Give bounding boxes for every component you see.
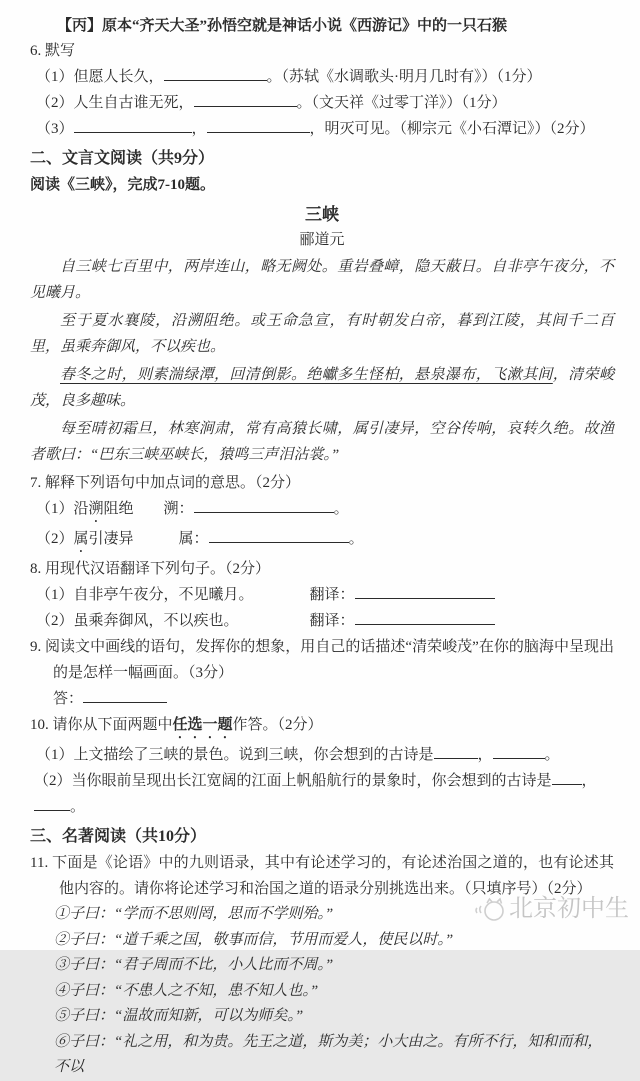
q11-quote-2: ②子曰：“道千乘之国，敬事而信，节用而爱人，使民以时。” <box>54 931 454 948</box>
q11-quote-1: ①子曰：“学而不思则罔，思而不学则殆。” <box>54 906 334 922</box>
q7-item-1-phrase-post: 阻绝 <box>103 501 134 517</box>
section-3-title: 三、名著阅读（共10分） <box>30 828 207 845</box>
q7-item-2-period: 。 <box>348 531 364 547</box>
q6-item-3 <box>30 116 614 142</box>
answer-blank <box>34 796 70 811</box>
section-2-title: 二、文言文阅读（共9分） <box>30 150 215 167</box>
q10-stem-post: 作答。（2分） <box>232 717 323 733</box>
q6-item-3-post: ，明灭可见。（柳宗元《小石潭记》）（2分） <box>309 121 595 137</box>
q8-item-2-sentence: （2）虽乘奔御风，不以疾也。 <box>36 613 239 629</box>
q7-stem: 7. 解释下列语句中加点词的意思。（2分） <box>30 475 301 491</box>
passage-paragraph-1: 自三峡七百里中，两岸连山，略无阙处。重岩叠嶂，隐天蔽日。自非亭午夜分，不见曦月。 <box>30 259 614 301</box>
q7-item-1-label: 溯： <box>163 501 194 517</box>
q8-item-1 <box>30 582 614 608</box>
q8-stem: 8. 用现代汉语翻译下列句子。（2分） <box>30 561 271 577</box>
passage-underlined-text: 春冬之时，则素湍绿潭，回清倒影。绝巘多生怪柏，悬泉瀑布，飞漱其间 <box>60 367 553 383</box>
q10-item-1-post: 。 <box>544 747 560 763</box>
answer-blank <box>207 118 310 133</box>
q8-item-2-label: 翻译： <box>309 613 355 629</box>
q11-stem: 11. 下面是《论语》中的九则语录，其中有论述学习的，有论述治国之道的，也有论述其他内容的。请你将论述学习和治国之道的语录分别挑选出来。（只填序号）（2分） <box>30 855 614 897</box>
answer-blank <box>194 92 297 107</box>
q6-item-2-pre: （2）人生自古谁无死， <box>36 95 194 111</box>
q11-quote-5: ⑤子曰：“温故而知新，可以为师矣。” <box>54 1008 304 1024</box>
q10-item-2 <box>30 768 614 820</box>
q11-quote-3: ③子曰：“君子周而不比，小人比而不周。” <box>54 957 334 973</box>
passage-paragraph-4: 每至晴初霜旦，林寒涧肃，常有高猿长啸，属引凄异，空谷传响，哀转久绝。故渔者歌曰：“巴东三峡巫峡长，猿鸣三声泪沾裳。” <box>30 421 614 463</box>
q8-item-1-label: 翻译： <box>309 587 355 603</box>
answer-blank <box>74 118 192 133</box>
q6-item-3-mid: ， <box>191 121 207 137</box>
answer-blank <box>209 528 349 543</box>
option-bing-line: 【丙】原本“齐天大圣”孙悟空就是神话小说《西游记》中的一只石猴 <box>57 18 508 34</box>
q10-stem-emphasis: 任选一题 <box>172 717 233 733</box>
q7-item-2 <box>30 526 614 556</box>
passage-paragraph-2: 至于夏水襄陵，沿溯阻绝。或王命急宣，有时朝发白帝，暮到江陵，其间千二百里，虽乘奔御风，不以疾也。 <box>30 313 614 355</box>
watermark-text: 北京初中生 <box>509 896 629 922</box>
q6-item-3-pre: （3） <box>36 121 74 137</box>
q7-item-2-dotted-char: 属 <box>73 531 89 547</box>
q6-stem: 6. 默写 <box>30 43 76 59</box>
q10-stem-pre: 10. 请你从下面两题中 <box>30 717 173 733</box>
answer-blank <box>355 584 495 599</box>
q7-item-2-label: 属： <box>178 531 209 547</box>
q10-item-2-mid: ， <box>581 773 597 789</box>
q10-item-2-post: 。 <box>70 799 86 815</box>
answer-blank <box>83 688 167 703</box>
q6-item-1-post: 。（苏轼《水调歌头·明月几时有》）（1分） <box>266 69 542 85</box>
q7-item-2-phrase-pre: （2） <box>36 531 74 547</box>
q11-quote-4: ④子曰：“不患人之不知，患不知人也。” <box>54 982 319 999</box>
q10-stem <box>30 712 614 742</box>
passage-paragraph-3 <box>30 362 614 414</box>
q9-answer-line <box>30 686 614 712</box>
q8-item-1-sentence: （1）自非亭午夜分，不见曦月。 <box>36 587 254 603</box>
q6-item-1 <box>30 64 614 90</box>
section-2-instruction: 阅读《三峡》，完成7-10题。 <box>30 177 215 193</box>
q7-item-1-period: 。 <box>333 501 349 517</box>
q7-item-2-phrase-post: 引凄异 <box>88 531 134 547</box>
q10-item-1 <box>30 742 614 768</box>
q10-item-1-pre: （1）上文描绘了三峡的景色。说到三峡，你会想到的古诗是 <box>36 747 434 763</box>
q8-item-2 <box>30 608 614 634</box>
q9-answer-label: 答： <box>53 691 84 707</box>
q7-item-1-dotted-char: 溯 <box>88 501 104 517</box>
passage-title: 三峡 <box>305 205 339 224</box>
answer-blank <box>434 744 478 759</box>
q7-item-1-phrase-pre: （1）沿 <box>36 501 89 517</box>
q11-quote-6: ⑥子曰：“礼之用，和为贵。先王之道，斯为美；小大由之。有所不行，知和而和，不以 <box>54 1033 603 1075</box>
answer-blank <box>552 770 582 785</box>
q9-stem: 9. 阅读文中画线的语句，发挥你的想象，用自己的话描述“清荣峻茂”在你的脑海中呈现出的是怎样一幅画面。（3分） <box>30 639 614 681</box>
passage-author: 郦道元 <box>299 232 345 248</box>
q7-item-1 <box>30 496 614 526</box>
q6-item-2 <box>30 90 614 116</box>
passage-paragraph-3-rest: ，清荣峻茂，良多趣味。 <box>30 367 614 409</box>
answer-blank <box>194 498 334 513</box>
q10-item-2-pre: （2）当你眼前呈现出长江宽阔的江面上帆船航行的景象时，你会想到的古诗是 <box>34 773 552 789</box>
answer-blank <box>355 610 495 625</box>
q6-item-1-pre: （1）但愿人长久， <box>36 69 164 85</box>
answer-blank <box>164 66 267 81</box>
q10-item-1-mid: ， <box>477 747 493 763</box>
answer-blank <box>493 744 545 759</box>
q6-item-2-post: 。（文天祥《过零丁洋》）（1分） <box>296 95 507 111</box>
